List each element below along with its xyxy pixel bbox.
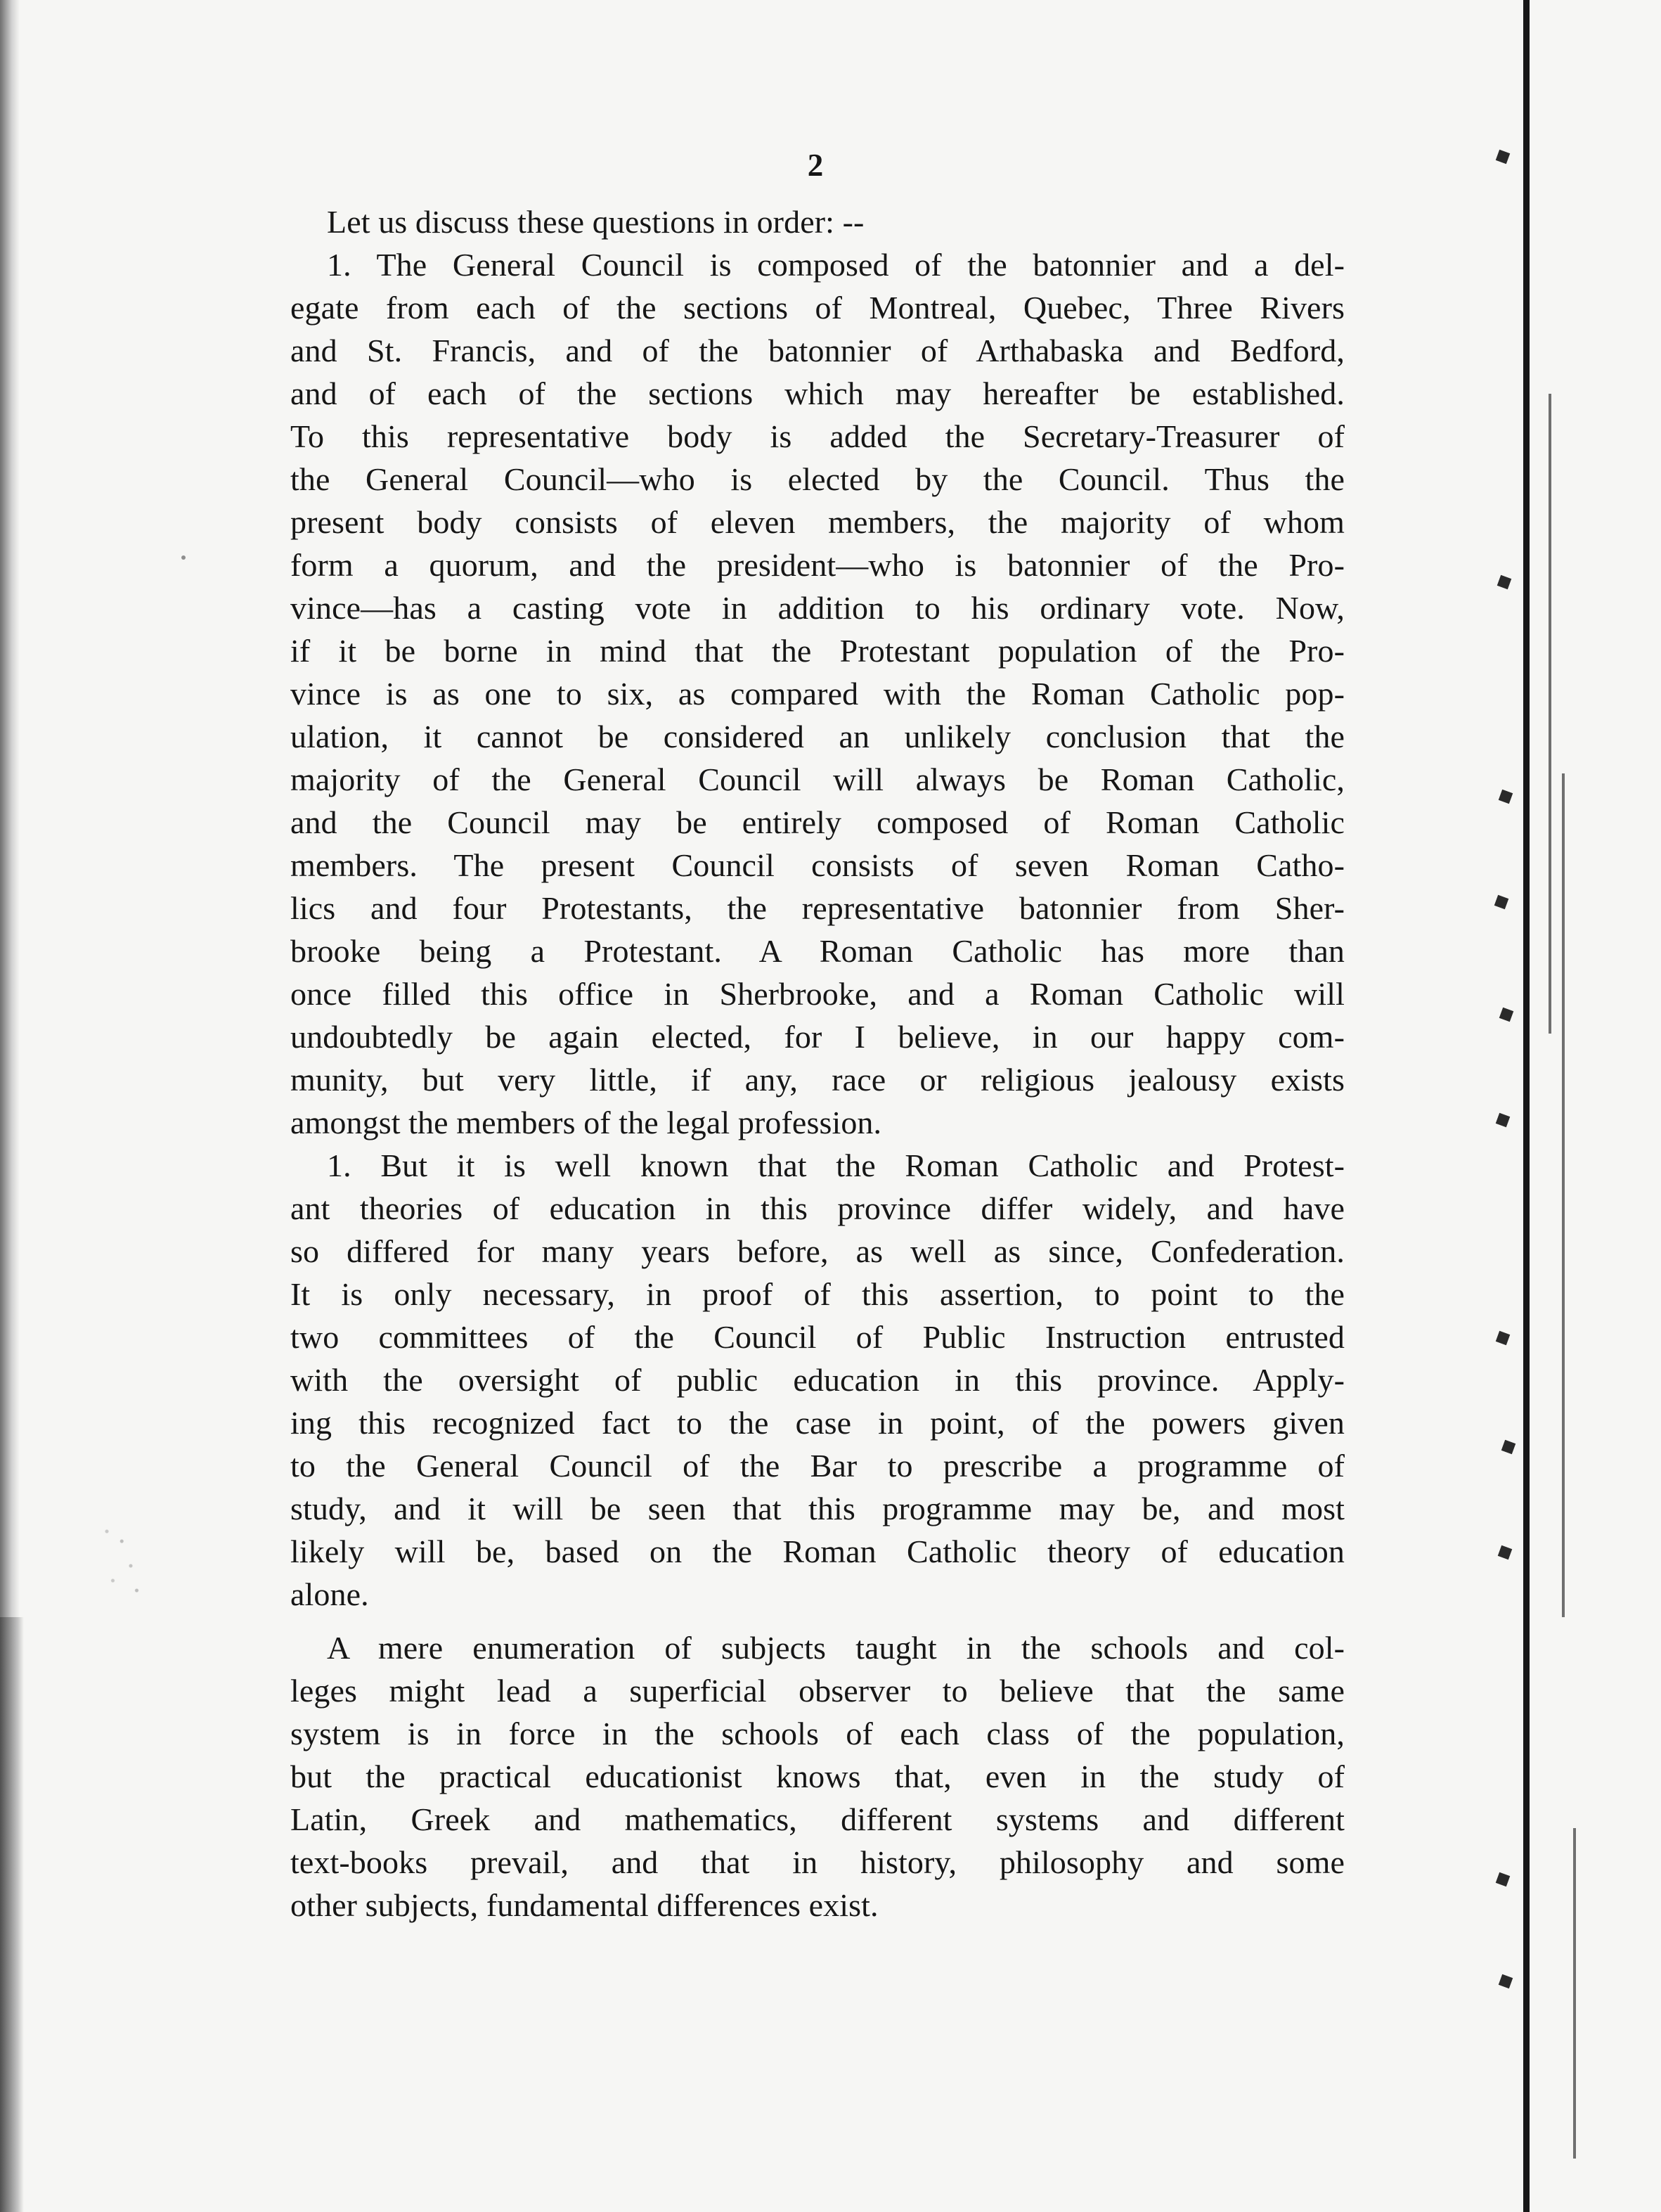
paper-speck: [181, 555, 186, 560]
text-line: the General Council—who is elected by the Council. Thus the: [290, 461, 1345, 497]
text-line: 1. The General Council is composed of the batonnier and a del-: [327, 247, 1345, 283]
text-line: to the General Council of the Bar to prescribe a programme of: [290, 1448, 1345, 1484]
right-binding-area: [1511, 0, 1661, 2212]
binding-mark: [1494, 895, 1509, 910]
text-line: lics and four Protestants, the representative batonnier from Sher-: [290, 890, 1345, 926]
text-line: To this representative body is added the Secretary-Treasurer of: [290, 418, 1345, 454]
text-line: vince—has a casting vote in addition to his ordinary vote. Now,: [290, 590, 1345, 626]
binding-line-upper: [1549, 394, 1551, 1034]
text-line: ing this recognized fact to the case in point, of the powers given: [290, 1405, 1345, 1441]
text-line: It is only necessary, in proof of this assertion, to point to the: [290, 1276, 1345, 1312]
text-line: but the practical educationist knows that, even in the study of: [290, 1758, 1345, 1794]
text-line: undoubtedly be again elected, for I believe, in our happy com-: [290, 1019, 1345, 1055]
text-line: leges might lead a superficial observer to believe that the same: [290, 1673, 1345, 1709]
text-line: munity, but very little, if any, race or religious jealousy exists: [290, 1062, 1345, 1098]
binding-rule: [1523, 0, 1530, 2212]
paper-stain: [95, 1512, 155, 1610]
text-line: vince is as one to six, as compared with the Roman Catholic pop-: [290, 676, 1345, 712]
text-line: ant theories of education in this province differ widely, and have: [290, 1190, 1345, 1226]
text-line: likely will be, based on the Roman Catholic theory of education: [290, 1533, 1345, 1569]
binding-mark: [1496, 1872, 1511, 1887]
text-line: and St. Francis, and of the batonnier of Arthabaska and Bedford,: [290, 333, 1345, 368]
text-line: Let us discuss these questions in order: --: [327, 204, 865, 240]
text-line: and the Council may be entirely composed of Roman Catholic: [290, 804, 1345, 840]
left-page-shadow-lower: [0, 1617, 24, 2212]
text-line: if it be borne in mind that the Protestant population of the Pro-: [290, 633, 1345, 669]
text-line: form a quorum, and the president—who is batonnier of the Pro-: [290, 547, 1345, 583]
binding-line-lower: [1573, 1828, 1576, 2159]
text-line: members. The present Council consists of seven Roman Catho-: [290, 847, 1345, 883]
page-number: 2: [807, 148, 824, 183]
text-line: and of each of the sections which may hereafter be established.: [290, 375, 1345, 411]
text-line: text-books prevail, and that in history, philosophy and some: [290, 1844, 1345, 1880]
text-line: present body consists of eleven members, the majority of whom: [290, 504, 1345, 540]
text-line: egate from each of the sections of Montreal, Quebec, Three Rivers: [290, 290, 1345, 326]
text-line: so differed for many years before, as well as since, Confederation.: [290, 1233, 1345, 1269]
text-line: brooke being a Protestant. A Roman Catholic has more than: [290, 933, 1345, 969]
text-line: once filled this office in Sherbrooke, and a Roman Catholic will: [290, 976, 1345, 1012]
text-line: 1. But it is well known that the Roman Catholic and Protest-: [327, 1147, 1345, 1183]
text-line: ulation, it cannot be considered an unlikely conclusion that the: [290, 719, 1345, 754]
binding-mark: [1496, 1113, 1511, 1128]
binding-mark: [1497, 575, 1512, 590]
binding-line-middle: [1562, 773, 1565, 1617]
text-line: system is in force in the schools of each class of the population,: [290, 1716, 1345, 1751]
text-line: two committees of the Council of Public Instruction entrusted: [290, 1319, 1345, 1355]
text-line: other subjects, fundamental differences exist.: [290, 1887, 879, 1923]
text-line: alone.: [290, 1576, 369, 1612]
text-line: with the oversight of public education in this province. Apply-: [290, 1362, 1345, 1398]
text-line: study, and it will be seen that this programme may be, and most: [290, 1491, 1345, 1526]
binding-mark: [1498, 1545, 1513, 1560]
text-line: A mere enumeration of subjects taught in the schools and col-: [327, 1630, 1345, 1666]
binding-mark: [1496, 150, 1511, 165]
binding-mark: [1496, 1331, 1511, 1346]
text-line: majority of the General Council will always be Roman Catholic,: [290, 761, 1345, 797]
text-line: amongst the members of the legal profession.: [290, 1105, 882, 1140]
text-line: Latin, Greek and mathematics, different systems and different: [290, 1801, 1345, 1837]
